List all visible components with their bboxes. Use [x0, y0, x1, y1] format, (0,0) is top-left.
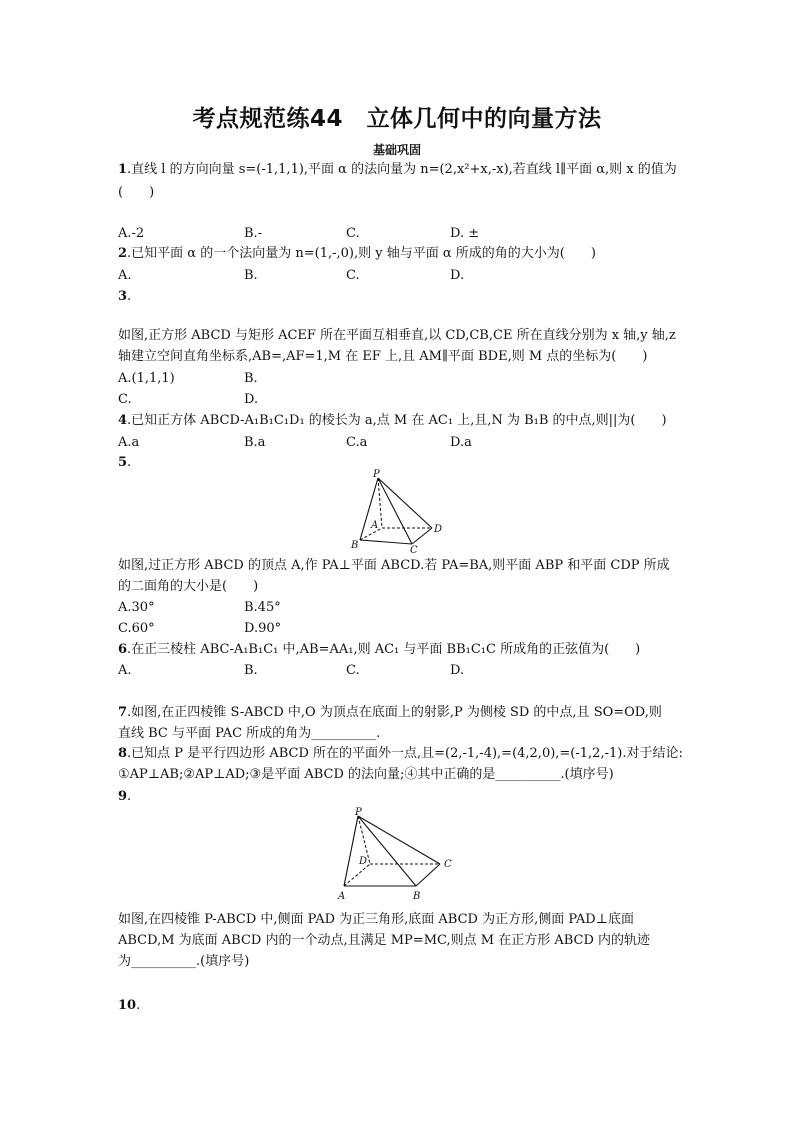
- q3-option-c: C.: [118, 392, 132, 407]
- question-5-line-1: 如图,过正方形 ABCD 的顶点 A,作 PA⊥平面 ABCD.若 PA=BA,则平面 ABP 和平面 CDP 所成: [118, 558, 670, 573]
- question-number-dot: .: [127, 455, 132, 470]
- question-7-line-1: .如图,在正四棱锥 S-ABCD 中,O 为顶点在底面上的射影,P 为侧棱 SD 的中点,且 SO=OD,则: [127, 705, 662, 720]
- q4-option-b: B.a: [244, 435, 266, 450]
- question-3-line-1: 如图,正方形 ABCD 与矩形 ACEF 所在平面互相垂直,以 CD,CB,CE 所在直线分别为 x 轴,y 轴,z: [118, 328, 676, 343]
- label-a: A: [338, 891, 346, 902]
- q3-option-b: B.: [244, 371, 258, 386]
- q6-option-d: D.: [450, 663, 465, 678]
- q1-option-d: D. ±: [450, 226, 480, 241]
- question-number-dot: .: [127, 289, 132, 304]
- question-number-dot: .: [136, 998, 141, 1013]
- q1-option-c: C.: [346, 226, 360, 241]
- label-b: B: [351, 540, 359, 551]
- question-7-text: [118, 703, 662, 723]
- question-4-line-1: .已知正方体 ABCD-A₁B₁C₁D₁ 的棱长为 a,点 M 在 AC₁ 上,且,N 为 B₁B 的中点,则||为( ): [127, 413, 667, 428]
- question-2-line-1: .已知平面 α 的一个法向量为 n=(1,-,0),则 y 轴与平面 α 所成的角的大小为( ): [127, 246, 596, 261]
- question-number: 6: [118, 642, 128, 657]
- question-9-line-3: 为__________.(填序号): [118, 954, 250, 969]
- question-5-number: [118, 453, 131, 473]
- question-number: 2: [118, 246, 128, 261]
- q3-option-d: D.: [244, 392, 259, 407]
- question-4-text: [118, 411, 667, 431]
- label-p: P: [373, 469, 380, 480]
- q2-option-d: D.: [450, 268, 465, 283]
- question-10-number: [118, 996, 140, 1016]
- question-7-line-2: 直线 BC 与平面 PAC 所成的角为__________.: [118, 726, 381, 741]
- q3-option-a: A.(1,1,1): [118, 371, 175, 386]
- question-5-line-2: 的二面角的大小是( ): [118, 579, 259, 594]
- question-number: 10: [118, 998, 137, 1013]
- q2-option-c: C.: [346, 268, 360, 283]
- question-6-text: [118, 640, 640, 660]
- label-c: C: [410, 545, 418, 554]
- question-9-line-2: ABCD,M 为底面 ABCD 内的一个动点,且满足 MP=MC,则点 M 在正方形 ABCD 内的轨迹: [118, 933, 651, 948]
- page-title: 考点规范练44 立体几何中的向量方法: [192, 106, 602, 132]
- question-6-line-1: .在正三棱柱 ABC-A₁B₁C₁ 中,AB=AA₁,则 AC₁ 与平面 BB₁C₁C 所成角的正弦值为( ): [127, 642, 641, 657]
- pyramid-figure-q9: [334, 806, 466, 904]
- edge-bc: [360, 540, 412, 544]
- q6-option-b: B.: [244, 663, 258, 678]
- q1-option-a: A.-2: [118, 226, 145, 241]
- question-1-bracket: ( ): [118, 185, 155, 200]
- label-d: D: [434, 524, 443, 535]
- question-number-dot: .: [127, 789, 132, 804]
- q6-option-c: C.: [346, 663, 360, 678]
- q4-option-c: C.a: [346, 435, 368, 450]
- question-9-number: [118, 787, 131, 807]
- edge-pd: [378, 478, 432, 528]
- q4-option-a: A.a: [118, 435, 140, 450]
- question-number: 4: [118, 413, 128, 428]
- q2-option-a: A.: [118, 268, 132, 283]
- question-8-line-1: .已知点 P 是平行四边形 ABCD 所在的平面外一点,且=(2,-1,-4),=(4,2,0),=(-1,2,-1).对于结论:: [127, 746, 683, 761]
- q5-option-c: C.60°: [118, 621, 155, 636]
- edge-pc: [378, 478, 412, 544]
- edge-cd: [412, 528, 432, 544]
- label-b: B: [413, 891, 421, 902]
- edge-bc: [416, 864, 440, 886]
- question-8-text: [118, 744, 683, 764]
- label-p: P: [355, 807, 362, 818]
- question-number: 1: [118, 162, 128, 177]
- question-1-line-1: .直线 l 的方向向量 s=(-1,1,1),平面 α 的法向量为 n=(2,x²+x,-x),若直线 l∥平面 α,则 x 的值为: [127, 162, 677, 177]
- q6-option-a: A.: [118, 663, 132, 678]
- label-a: A: [371, 520, 379, 531]
- q5-option-b: B.45°: [244, 600, 281, 615]
- question-number: 8: [118, 746, 128, 761]
- q5-option-a: A.30°: [118, 600, 155, 615]
- question-number: 7: [118, 705, 128, 720]
- question-1-text: [118, 160, 677, 180]
- edge-pc: [358, 816, 440, 864]
- label-d: D: [359, 856, 368, 867]
- question-3-line-2: 轴建立空间直角坐标系,AB=,AF=1,M 在 EF 上,且 AM∥平面 BDE,则 M 点的坐标为( ): [118, 349, 648, 364]
- question-8-line-2: ①AP⊥AB;②AP⊥AD;③是平面 ABCD 的法向量;④其中正确的是__________.(填序号): [118, 767, 614, 782]
- q5-option-d: D.90°: [244, 621, 282, 636]
- question-number: 5: [118, 455, 128, 470]
- question-9-line-1: 如图,在四棱锥 P-ABCD 中,侧面 PAD 为正三角形,底面 ABCD 为正方形,侧面 PAD⊥底面: [118, 912, 634, 927]
- label-c: C: [444, 859, 452, 870]
- section-heading: 基础巩固: [372, 143, 421, 157]
- pyramid-figure-q5: [340, 468, 450, 554]
- q1-option-b: B.-: [244, 226, 263, 241]
- question-number: 9: [118, 789, 128, 804]
- q2-option-b: B.: [244, 268, 258, 283]
- q4-option-d: D.a: [450, 435, 472, 450]
- question-2-text: [118, 244, 596, 264]
- question-number: 3: [118, 289, 128, 304]
- question-3-number: [118, 287, 131, 307]
